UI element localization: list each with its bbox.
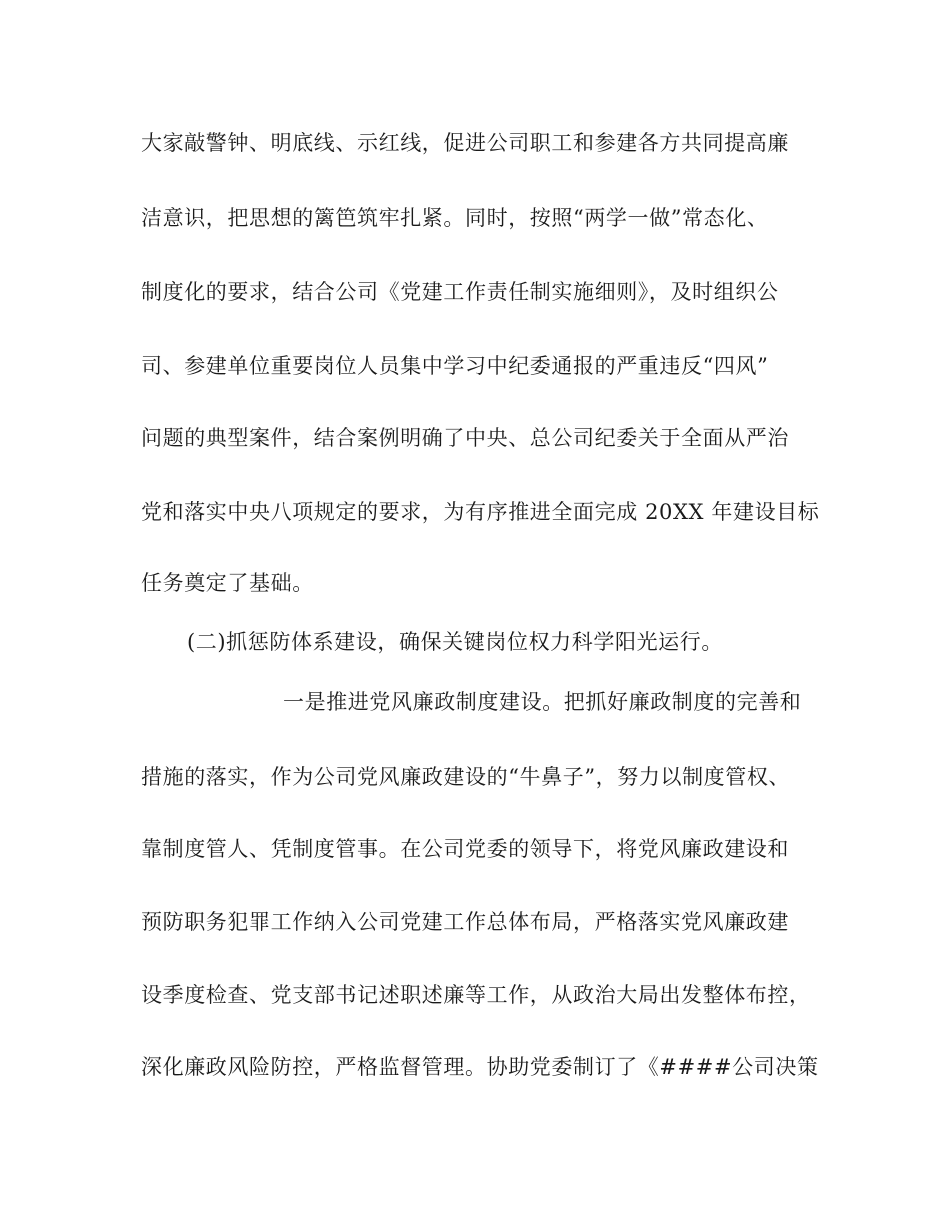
paragraph-line: 司、参建单位重要岗位人员集中学习中纪委通报的严重违反“四风”: [141, 354, 769, 378]
paragraph-line: 任务奠定了基础。: [141, 571, 314, 595]
paragraph-line: 措施的落实，作为公司党风廉政建设的“牛鼻子”，努力以制度管权、: [141, 765, 791, 789]
paragraph-line: 制度化的要求，结合公司《党建工作责任制实施细则》，及时组织公: [141, 280, 779, 304]
section-heading: (二)抓惩防体系建设，确保关键岗位权力科学阳光运行。: [187, 630, 723, 654]
paragraph-line: 一是推进党风廉政制度建设。把抓好廉政制度的完善和: [283, 690, 802, 714]
paragraph-line: 预防职务犯罪工作纳入公司党建工作总体布局，严格落实党风廉政建: [141, 910, 789, 934]
paragraph-line: 设季度检查、党支部书记述职述廉等工作，从政治大局出发整体布控，: [141, 983, 811, 1007]
paragraph-line: 党和落实中央八项规定的要求，为有序推进全面完成 20XX 年建设目标: [141, 500, 820, 524]
paragraph-line: 洁意识，把思想的篱笆筑牢扎紧。同时，按照“两学一做”常态化、: [141, 206, 769, 230]
paragraph-line: 问题的典型案件，结合案例明确了中央、总公司纪委关于全面从严治: [141, 426, 789, 450]
paragraph-line: 深化廉政风险防控，严格监督管理。协助党委制订了《####公司决策: [141, 1055, 819, 1079]
paragraph-line: 大家敲警钟、明底线、示红线，促进公司职工和参建各方共同提高廉: [141, 131, 789, 155]
paragraph-line: 靠制度管人、凭制度管事。在公司党委的领导下，将党风廉政建设和: [141, 837, 789, 861]
